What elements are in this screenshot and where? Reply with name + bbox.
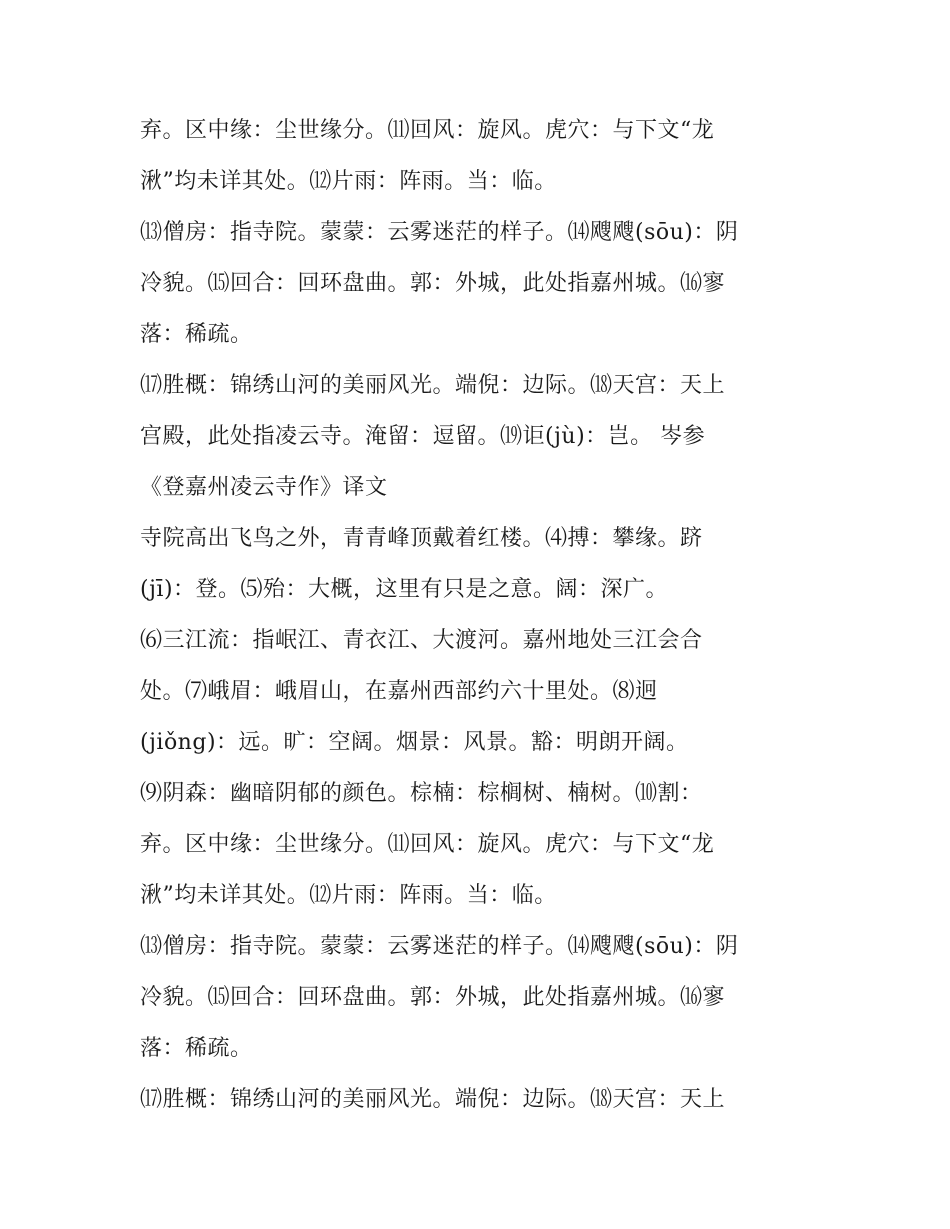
text-line: ⑼阴森：幽暗阴郁的颜色。棕楠：棕榈树、楠树。⑽割： xyxy=(140,781,703,806)
text-line: 落：稀疏。 xyxy=(140,322,253,347)
text-line: 冷貌。⒂回合：回环盘曲。郭：外城，此处指嘉州城。⒃寥 xyxy=(140,271,726,296)
document-text-block xyxy=(140,105,820,1125)
text-line: 落：稀疏。 xyxy=(140,1036,253,1061)
text-line: (jī)：登。⑸殆：大概，这里有只是之意。阔：深广。 xyxy=(140,577,669,602)
text-line: 宫殿，此处指凌云寺。淹留：逗留。⒆讵(jù)：岂。 岑参 xyxy=(140,424,706,449)
text-line: ⒀僧房：指寺院。蒙蒙：云雾迷茫的样子。⒁飕飕(sōu)：阴 xyxy=(140,220,739,245)
text-line: ⒄胜概：锦绣山河的美丽风光。端倪：边际。⒅天宫：天上 xyxy=(140,373,726,398)
text-line: 处。⑺峨眉：峨眉山，在嘉州西部约六十里处。⑻迥 xyxy=(140,679,658,704)
text-line: (jiǒng)：远。旷：空阔。烟景：风景。豁：明朗开阔。 xyxy=(140,730,689,755)
text-line: 寺院高出飞鸟之外，青青峰顶戴着红楼。⑷搏：攀缘。跻 xyxy=(140,526,703,551)
text-line: 湫”均未详其处。⑿片雨：阵雨。当：临。 xyxy=(140,169,557,194)
text-line: 冷貌。⒂回合：回环盘曲。郭：外城，此处指嘉州城。⒃寥 xyxy=(140,985,726,1010)
text-line: ⒀僧房：指寺院。蒙蒙：云雾迷茫的样子。⒁飕飕(sōu)：阴 xyxy=(140,934,739,959)
text-line: ⑹三江流：指岷江、青衣江、大渡河。嘉州地处三江会合 xyxy=(140,628,703,653)
section-heading: 《登嘉州凌云寺作》译文 xyxy=(140,475,388,500)
text-line: 湫”均未详其处。⑿片雨：阵雨。当：临。 xyxy=(140,883,557,908)
text-line: 弃。区中缘：尘世缘分。⑾回风：旋风。虎穴：与下文“龙 xyxy=(140,832,715,857)
text-line: ⒄胜概：锦绣山河的美丽风光。端倪：边际。⒅天宫：天上 xyxy=(140,1087,726,1112)
text-line: 弃。区中缘：尘世缘分。⑾回风：旋风。虎穴：与下文“龙 xyxy=(140,118,715,143)
